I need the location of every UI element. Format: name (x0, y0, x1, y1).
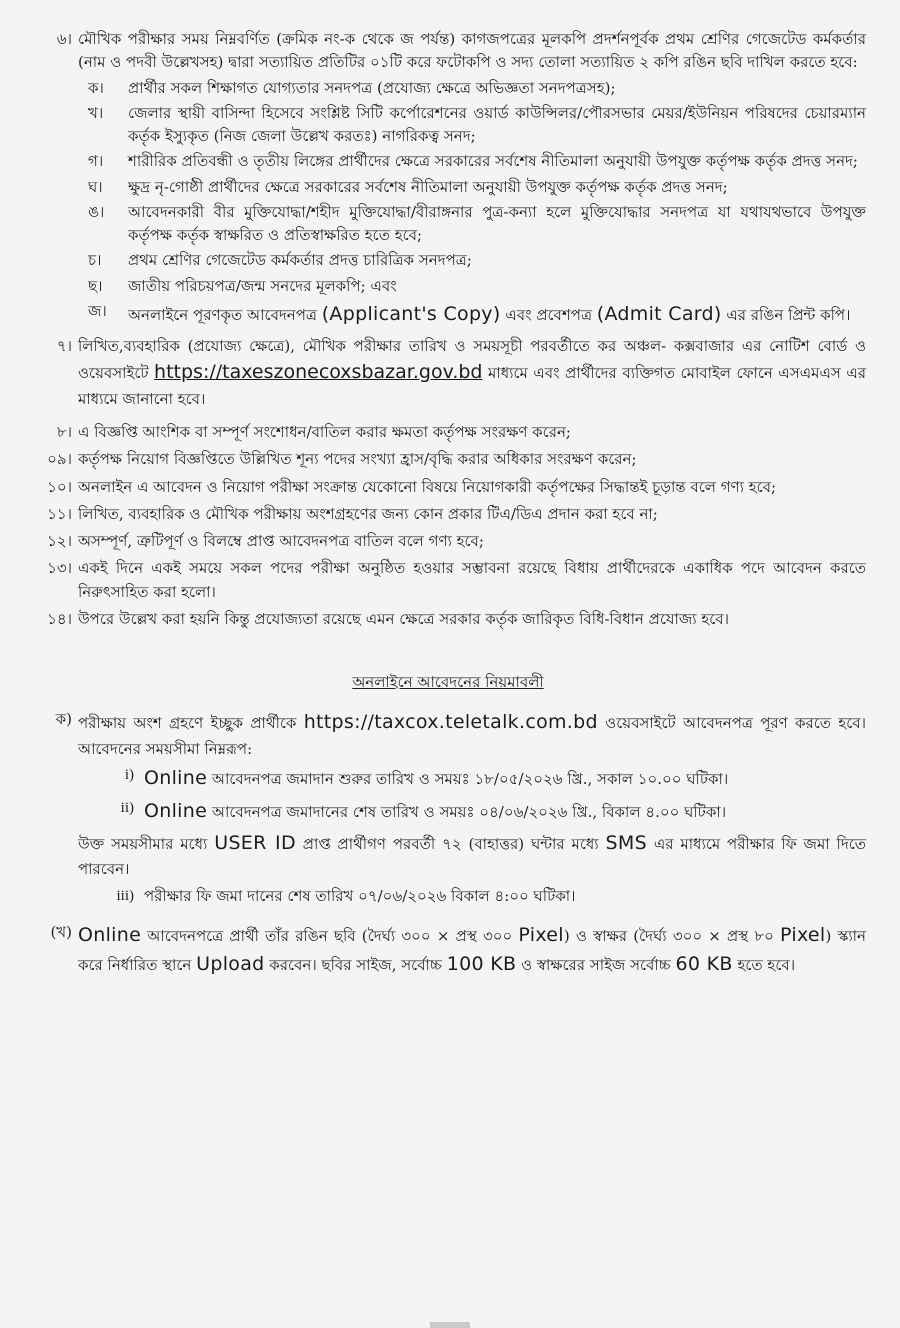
signature-size-label: 60 KB (675, 953, 733, 976)
sub-item-ja (78, 300, 866, 329)
text-fragment: উক্ত সময়সীমার মধ্যে (78, 834, 215, 853)
pixel-label: Pixel (518, 923, 564, 946)
sub-text: জেলার স্থায়ী বাসিন্দা হিসেবে সংশ্লিষ্ট সিটি কর্পোরেশনের ওয়ার্ড কাউন্সিলর/পৌরসভার মেয়র/ইউনিয়ন পরিষদের চেয়ারম্যান কর্তৃক ইস্যুকৃত (নিজ জেলা উল্লেখ করতঃ) নাগরিকত্ব সনদ; (128, 103, 866, 145)
item-6 (30, 28, 866, 331)
item-text (78, 708, 866, 911)
roman-number: ii) (120, 799, 134, 816)
item-text: অসম্পূর্ণ, ত্রুটিপূর্ণ ও বিলম্বে প্রাপ্ত আবেদনপত্র বাতিল বলে গণ্য হবে; (78, 532, 484, 551)
tax-zone-website-link[interactable]: https://taxeszonecoxsbazar.gov.bd (154, 361, 483, 384)
item-14 (30, 608, 866, 631)
text-fragment: পরীক্ষায় অংশ গ্রহণে ইচ্ছুক প্রার্থীকে (78, 714, 304, 733)
teletalk-website-link[interactable]: https://taxcox.teletalk.com.bd (303, 711, 598, 734)
item-number: ৬। (56, 30, 72, 48)
pixel-label: Pixel (780, 923, 826, 946)
sms-label: SMS (605, 831, 647, 854)
sub-item-ka (78, 77, 866, 100)
item-text (78, 921, 866, 980)
roman-number: iii) (116, 887, 134, 904)
item-number: ১২। (47, 532, 72, 551)
sub-text: জাতীয় পরিচয়পত্র/জন্ম সনদের মূলকপি; এবং (128, 276, 397, 295)
sub-text: প্রথম শ্রেণির গেজেটেড কর্মকর্তার প্রদত্ত চারিত্রিক সনদপত্র; (128, 251, 472, 270)
online-item-ka (30, 708, 866, 911)
item-7 (30, 335, 866, 411)
text-fragment: এবং প্রবেশপত্র (500, 305, 597, 324)
online-item-kha (30, 921, 866, 980)
schedule-text (144, 764, 866, 793)
photo-size-label: 100 KB (446, 953, 517, 976)
text-fragment: লিখিত,ব্যবহারিক (প্রযোজ্য ক্ষেত্রে), মৌখিক পরীক্ষার তারিখ ও সময়সূচী পরবর্তীতে কর অঞ্চল- কক্সবাজার এর নোটিশ বোর্ড ও ওয়েবসাইটে (78, 337, 866, 383)
sub-item-uma (78, 201, 866, 248)
text-fragment: হতে হবে। (732, 956, 796, 975)
user-id-note (78, 829, 866, 882)
sub-item-ga (78, 150, 866, 173)
sub-letter: জ। (88, 301, 107, 320)
online-ka-intro (78, 708, 866, 761)
roman-number: i) (124, 767, 134, 784)
item-13 (30, 557, 866, 604)
text-fragment: ও স্বাক্ষরের সাইজ সর্বোচ্চ (516, 956, 676, 975)
item-text: অনলাইন এ আবেদন ও নিয়োগ পরীক্ষা সংক্রান্ত যেকোনো বিষয়ে নিয়োগকারী কর্তৃপক্ষের সিদ্ধান্তই চূড়ান্ত বলে গণ্য হবে; (78, 477, 777, 496)
item-text (78, 28, 866, 331)
item-number: ৮। (56, 423, 72, 442)
text-fragment: আবেদনপত্রে প্রার্থী তাঁর রঙিন ছবি (দৈর্ঘ্য ৩০০ × প্রস্থ ৩০০ (141, 926, 519, 945)
item-number: (খ) (50, 922, 72, 941)
item-text (78, 335, 866, 411)
item-text: কর্তৃপক্ষ নিয়োগ বিজ্ঞপ্তিতে উল্লিখিত শূন্য পদের সংখ্যা হ্রাস/বৃদ্ধি করার অধিকার সংরক্ষণ করেন; (78, 450, 637, 469)
page-edge-mark (430, 1322, 470, 1328)
text-fragment: ) ও স্বাক্ষর (দৈর্ঘ্য ৩০০ × প্রস্থ ৮০ (563, 926, 781, 945)
upload-label: Upload (196, 953, 265, 976)
item-text: লিখিত, ব্যবহারিক ও মৌখিক পরীক্ষায় অংশগ্রহণের জন্য কোন প্রকার টিএ/ডিএ প্রদান করা হবে না; (78, 504, 658, 523)
text-fragment: আবেদনপত্র জমাদানের শেষ তারিখ ও সময়ঃ ০৪/০৬/২০২৬ খ্রি., বিকাল ৪.০০ ঘটিকা। (207, 802, 727, 821)
schedule-item-ii (78, 797, 866, 826)
online-label: Online (144, 767, 208, 790)
item-10 (30, 476, 866, 499)
item-number: ক) (55, 710, 72, 729)
sub-text (128, 300, 866, 329)
item-number: ৭। (56, 337, 72, 356)
applicant-copy-label: (Applicant's Copy) (321, 302, 501, 325)
item-number: ১০। (47, 477, 72, 496)
text-fragment: করবেন। ছবির সাইজ, সর্বোচ্চ (264, 956, 447, 975)
text-fragment: এর মাধ্যমে পরীক্ষার ফি জমা দিতে পারবেন। (78, 834, 866, 879)
sub-text: শারীরিক প্রতিবন্ধী ও তৃতীয় লিঙ্গের প্রার্থীদের ক্ষেত্রে সরকারের সর্বশেষ নীতিমালা অনুযায়ী উপযুক্ত কর্তৃপক্ষ কর্তৃক প্রদত্ত সনদ; (128, 152, 858, 171)
schedule-item-i (78, 764, 866, 793)
sub-letter: ছ। (88, 276, 103, 295)
user-id-label: USER ID (214, 831, 296, 854)
item-number: ১৪। (47, 609, 72, 628)
text-fragment: মাধ্যমে এবং প্রার্থীদের ব্যক্তিগত মোবাইল ফোনে এসএমএস এর মাধ্যমে জানানো হবে। (78, 364, 866, 408)
sub-text: আবেদনকারী বীর মুক্তিযোদ্ধা/শহীদ মুক্তিযোদ্ধা/বীরাঙ্গনার পুত্র-কন্যা হলে মুক্তিযোদ্ধার সনদপত্র যা যথাযথভাবে উপযুক্ত কর্তৃপক্ষ কর্তৃক স্বাক্ষরিত ও প্রতিস্বাক্ষরিত হতে হবে; (128, 202, 866, 244)
sub-item-gha (78, 176, 866, 199)
sub-letter: খ। (88, 103, 104, 122)
item-text: এ বিজ্ঞপ্তি আংশিক বা সম্পূর্ণ সংশোধন/বাতিল করার ক্ষমতা কর্তৃপক্ষ সংরক্ষণ করেন; (78, 423, 571, 442)
item-text: উপরে উল্লেখ করা হয়নি কিন্তু প্রযোজ্যতা রয়েছে এমন ক্ষেত্রে সরকার কর্তৃক জারিকৃত বিধি-বিধান প্রযোজ্য হবে। (78, 609, 730, 628)
item-number: ১১। (47, 504, 72, 523)
sub-text: প্রার্থীর সকল শিক্ষাগত যোগ্যতার সনদপত্র (প্রযোজ্য ক্ষেত্রে অভিজ্ঞতা সনদপত্রসহ); (128, 78, 616, 97)
online-label: Online (78, 923, 142, 946)
sub-letter: গ। (88, 152, 104, 171)
schedule-text (144, 797, 866, 826)
sub-letter: চ। (88, 251, 102, 270)
item-9 (30, 448, 866, 471)
text-fragment: ) স্ক্যান করে নির্ধারিত স্থানে (78, 926, 866, 975)
sub-letter: ঙ। (88, 202, 105, 221)
sub-item-cha (78, 249, 866, 272)
admit-card-label: (Admit Card) (596, 302, 722, 325)
text-fragment: প্রাপ্ত প্রার্থীগণ পরবর্তী ৭২ (বাহাত্তর) ঘন্টার মধ্যে (295, 834, 606, 853)
sub-letter: ক। (88, 78, 104, 97)
text-fragment: এর রঙিন প্রিন্ট কপি। (721, 305, 851, 324)
sub-item-chha (78, 275, 866, 298)
sub-letter: ঘ। (88, 177, 103, 196)
item-text: একই দিনে একই সময়ে সকল পদের পরীক্ষা অনুষ্ঠিত হওয়ার সম্ভাবনা রয়েছে বিধায় প্রার্থীদেরকে একাধিক পদে আবেদন করতে নিরুৎসাহিত করা হলো। (78, 559, 866, 601)
online-label: Online (144, 799, 208, 822)
item-number: ০৯। (47, 450, 72, 469)
schedule-item-iii (78, 885, 866, 908)
item-6-intro: মৌখিক পরীক্ষার সময় নিম্নবর্ণিত (ক্রমিক নং-ক থেকে জ পর্যন্ত) কাগজপত্রের মূলকপি প্রদর্শনপূর্বক প্রথম শ্রেণির গেজেটেড কর্মকর্তার (নাম ও পদবী উল্লেখসহ) দ্বারা সত্যায়িত প্রতিটির ০১টি করে ফটোকপি ও সদ্য তোলা সত্যায়িত ২ কপি রঙিন ছবি দাখিল করতে হবে: (78, 30, 866, 72)
text-fragment: ওয়েবসাইটে আবেদনপত্র পূরণ করতে হবে। আবেদনের সময়সীমা নিম্নরূপ: (78, 714, 866, 758)
text-fragment: অনলাইনে পূরণকৃত আবেদনপত্র (128, 305, 322, 324)
item-12 (30, 530, 866, 553)
item-11 (30, 503, 866, 526)
sub-item-kha (78, 102, 866, 149)
item-8 (30, 421, 866, 444)
text-fragment: আবেদনপত্র জমাদান শুরুর তারিখ ও সময়ঃ ১৮/০৫/২০২৬ খ্রি., সকাল ১০.০০ ঘটিকা। (207, 770, 729, 789)
schedule-text: পরীক্ষার ফি জমা দানের শেষ তারিখ ০৭/০৬/২০২৬ বিকাল ৪:০০ ঘটিকা। (144, 886, 576, 905)
online-rules-title: অনলাইনে আবেদনের নিয়মাবলী (352, 673, 544, 692)
item-number: ১৩। (47, 559, 72, 578)
sub-text: ক্ষুদ্র নৃ-গোষ্ঠী প্রার্থীদের ক্ষেত্রে সরকারের সর্বশেষ নীতিমালা অনুযায়ী উপযুক্ত কর্তৃপক্ষ কর্তৃক প্রদত্ত সনদ; (128, 177, 728, 196)
